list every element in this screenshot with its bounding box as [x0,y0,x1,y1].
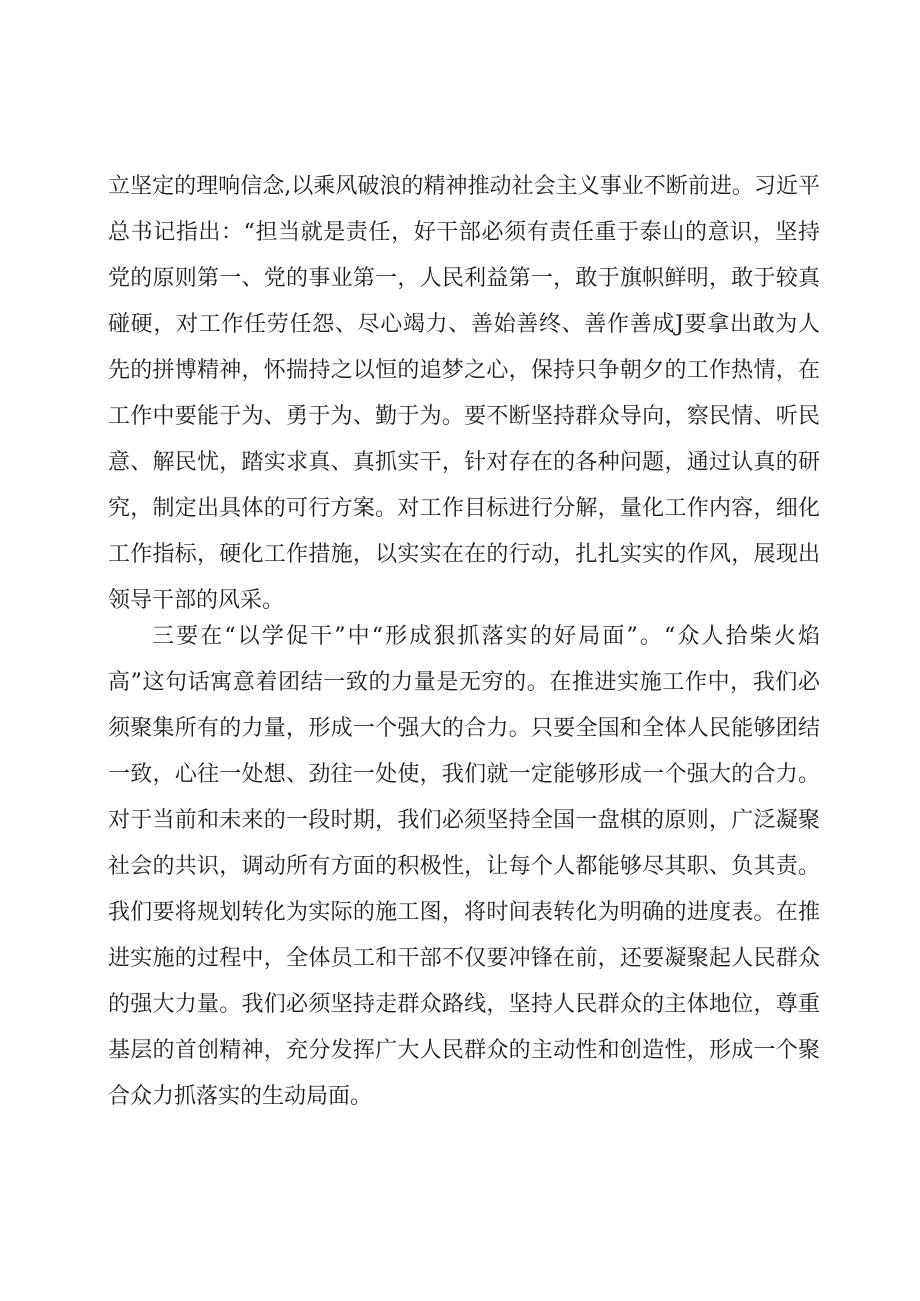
paragraph-1-line: 领导干部的风采。 [108,588,285,613]
paragraph-2 [108,614,820,1120]
paragraph-1-line: 先的拼博精神，怀揣持之以恒的追梦之心，保持只争朝夕的工作热情，在 [108,358,820,383]
paragraph-2-line: 我们要将规划转化为实际的施工图，将时间表转化为明确的进度表。在推 [108,900,820,925]
paragraph-1-line: 意、解民忧，踏实求真、真抓实干，针对存在的各种问题，通过认真的研 [108,450,820,475]
paragraph-2-line: 社会的共识，调动所有方面的积极性，让每个人都能够尽其职、负其责。 [108,854,820,879]
paragraph-1-line: 工作指标，硬化工作措施，以实实在在的行动，扎扎实实的作风，展现出 [108,542,820,567]
paragraph-2-line: 须聚集所有的力量，形成一个强大的合力。只要全国和全体人民能够团结 [108,716,820,741]
paragraph-2-line: 三要在“以学促干”中“形成狠抓落实的好局面”。“众人拾柴火焰 [152,624,820,649]
paragraph-2-line: 的强大力量。我们必须坚持走群众路线，坚持人民群众的主体地位，尊重 [108,992,820,1017]
paragraph-2-line: 高”这句话寓意着团结一致的力量是无穷的。在推进实施工作中，我们必 [108,670,820,695]
paragraph-1-line: 究，制定出具体的可行方案。对工作目标进行分解，量化工作内容，细化 [108,496,820,521]
paragraph-2-line: 进实施的过程中，全体员工和干部不仅要冲锋在前，还要凝聚起人民群众 [108,946,820,971]
paragraph-2-line: 对于当前和未来的一段时期，我们必须坚持全国一盘棋的原则，广泛凝聚 [108,808,820,833]
paragraph-2-line: 基层的首创精神，充分发挥广大人民群众的主动性和创造性，形成一个聚 [108,1038,820,1063]
paragraph-2-line: 一致，心往一处想、劲往一处使，我们就一定能够形成一个强大的合力。 [108,762,820,787]
paragraph-2-line: 合众力抓落实的生动局面。 [108,1084,373,1109]
paragraph-1-line: 立坚定的理响信念,以乘风破浪的精神推动社会主义事业不断前进。习近平 [108,174,820,199]
paragraph-1-line: 党的原则第一、党的事业第一，人民利益第一，敢于旗帜鲜明，敢于较真 [108,266,820,291]
paragraph-1-line: 总书记指出：“担当就是责任，好干部必须有责任重于泰山的意识，坚持 [108,220,820,245]
paragraph-1-line: 碰硬，对工作任劳任怨、尽心竭力、善始善终、善作善成J要拿出敢为人 [108,312,820,337]
paragraph-1-line: 工作中要能于为、勇于为、勤于为。要不断坚持群众导向，察民情、听民 [108,404,820,429]
paragraph-1 [108,164,820,624]
